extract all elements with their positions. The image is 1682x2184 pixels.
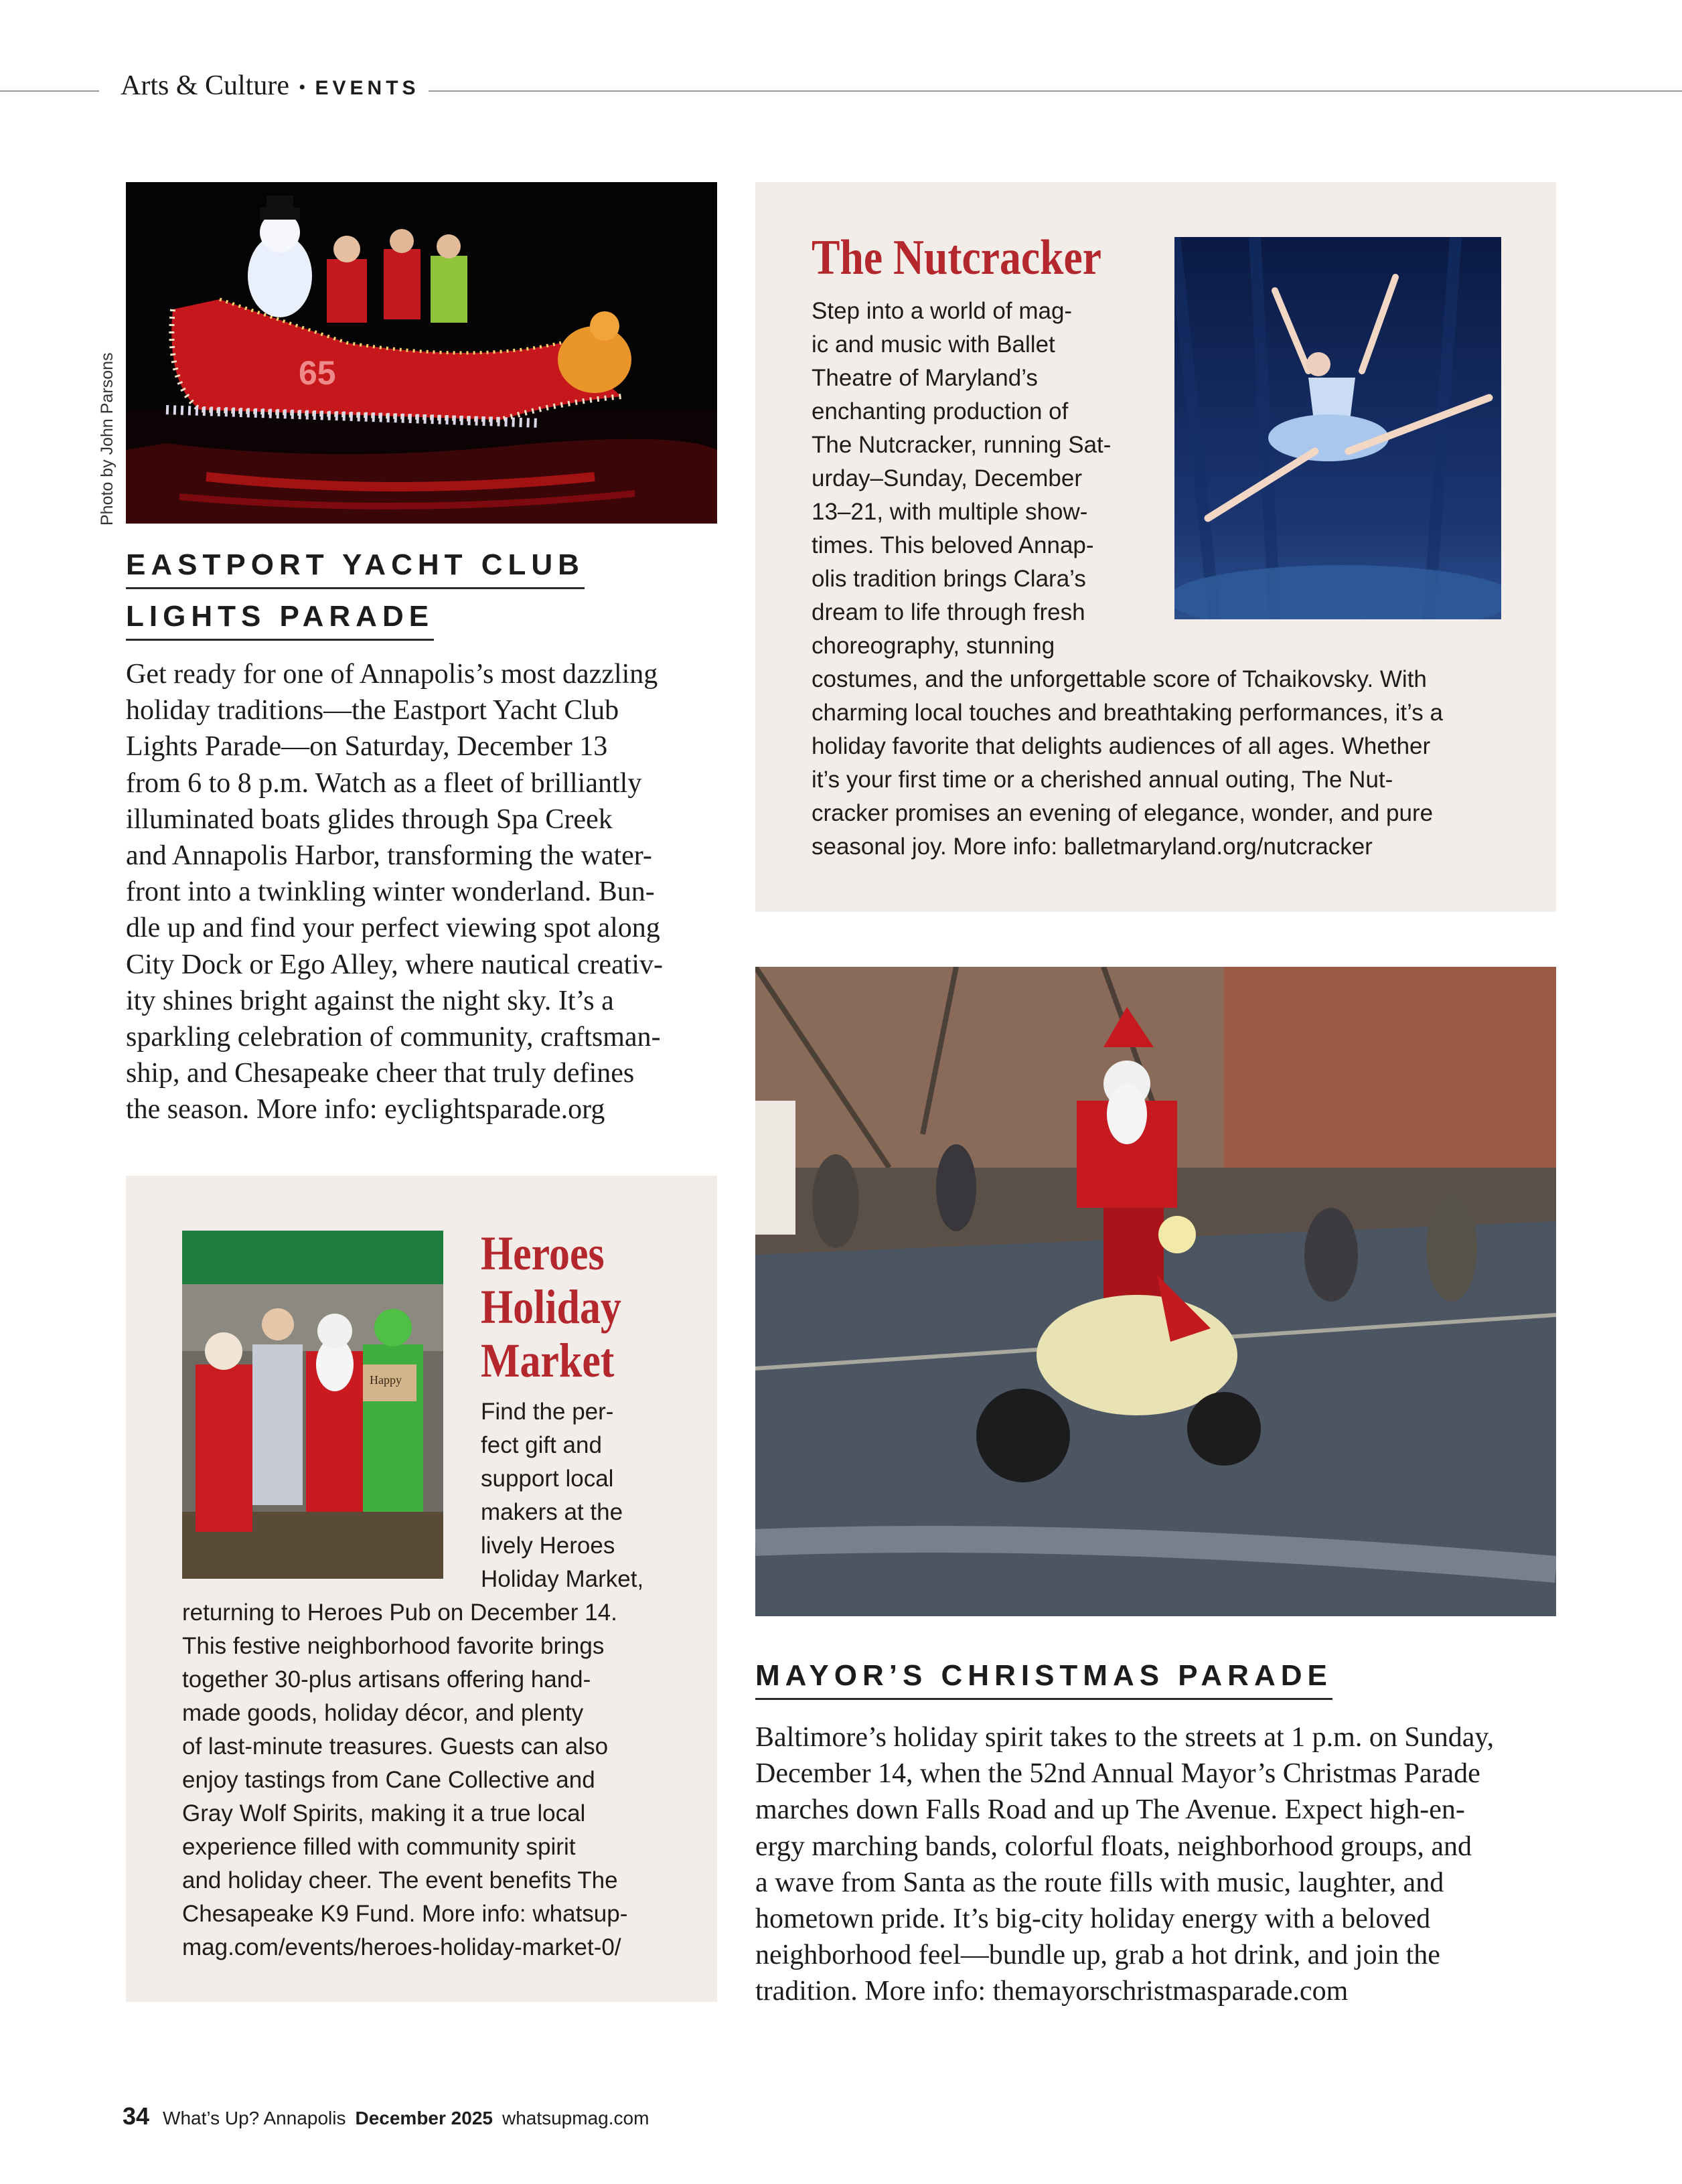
nutcracker-body-line: seasonal joy. More info: balletmaryland.org/nutcracker <box>812 834 1373 860</box>
heroes-market-photo <box>182 1231 443 1579</box>
heroes-body-line: Holiday Market, <box>481 1566 644 1592</box>
eastport-body-line: sparkling celebration of community, craftsman- <box>126 1022 661 1053</box>
eastport-body-line: Get ready for one of Annapolis’s most dazzling <box>126 659 658 690</box>
photo-sign-text: Happy <box>370 1373 402 1387</box>
boat-number: 65 <box>299 354 336 392</box>
heroes-body-line: This festive neighborhood favorite brings <box>182 1633 605 1659</box>
nutcracker-body-line: cracker promises an evening of elegance, wonder, and pure <box>812 800 1434 826</box>
heroes-body-line: made goods, holiday décor, and plenty <box>182 1700 584 1726</box>
heroes-title-line: Heroes <box>481 1227 605 1280</box>
nutcracker-body-line: enchanting production of <box>812 398 1069 424</box>
nutcracker-body-line: it’s your first time or a cherished annual outing, The Nut- <box>812 767 1393 793</box>
nutcracker-title: The Nutcracker <box>812 230 1101 285</box>
eastport-body-line: the season. More info: eyclightsparade.org <box>126 1094 605 1125</box>
eastport-body-line: front into a twinkling winter wonderland. Bun- <box>126 876 655 908</box>
eastport-body-line: holiday traditions—the Eastport Yacht Club <box>126 695 619 726</box>
mayor-body-line: Baltimore’s holiday spirit takes to the streets at 1 p.m. on Sunday, <box>755 1722 1495 1753</box>
heroes-body-line: and holiday cheer. The event benefits The <box>182 1867 618 1893</box>
eastport-body-line: ship, and Chesapeake cheer that truly defines <box>126 1058 635 1089</box>
eastport-body-line: illuminated boats glides through Spa Creek <box>126 803 613 835</box>
santa-scooter-photo <box>755 967 1556 1616</box>
mayor-body-line: tradition. More info: themayorschristmasparade.com <box>755 1976 1349 2007</box>
heroes-body-line: makers at the <box>481 1499 623 1525</box>
heroes-market-body <box>182 1596 691 1964</box>
nutcracker-body-line: urday–Sunday, December <box>812 465 1083 491</box>
eastport-heading-line-1: EASTPORT YACHT CLUB <box>126 546 585 589</box>
heroes-body-line: lively Heroes <box>481 1533 615 1559</box>
page-number: 34 <box>123 2102 150 2130</box>
header-separator: • <box>298 76 306 99</box>
photo-credit: Photo by John Parsons <box>98 352 117 526</box>
heroes-body-line: support local <box>481 1466 614 1492</box>
eastport-body-line: dle up and find your perfect viewing spot along <box>126 913 660 944</box>
heroes-body-line: mag.com/events/heroes-holiday-market-0/ <box>182 1934 621 1960</box>
website-url: whatsupmag.com <box>502 2108 649 2128</box>
nutcracker-body-line: 13–21, with multiple show- <box>812 499 1088 525</box>
nutcracker-body <box>812 295 1521 864</box>
mayor-parade-body <box>755 1719 1559 2010</box>
nutcracker-body-line: charming local touches and breathtaking performances, it’s a <box>812 700 1443 726</box>
eastport-body-line: from 6 to 8 p.m. Watch as a fleet of brilliantly <box>126 767 642 799</box>
section-category: EVENTS <box>315 77 420 99</box>
page-footer <box>123 2102 649 2130</box>
heroes-body-line: enjoy tastings from Cane Collective and <box>182 1767 595 1793</box>
header-rule-right <box>429 90 1682 92</box>
heroes-body-line: Gray Wolf Spirits, making it a true local <box>182 1800 586 1826</box>
nutcracker-body-line: choreography, stunning <box>812 633 1055 659</box>
eastport-heading-line-2: LIGHTS PARADE <box>126 597 434 641</box>
issue-date: December 2025 <box>355 2108 493 2128</box>
mayor-body-line: ergy marching bands, colorful floats, neighborhood groups, and <box>755 1830 1472 1862</box>
mayor-body-line: marches down Falls Road and up The Avenue. Expect high-en- <box>755 1794 1465 1826</box>
nutcracker-body-line: Theatre of Maryland’s <box>812 365 1038 391</box>
nutcracker-body-line: olis tradition brings Clara’s <box>812 566 1086 592</box>
heroes-body-line: fect gift and <box>481 1432 602 1458</box>
mayor-body-line: December 14, when the 52nd Annual Mayor’s Christmas Parade <box>755 1758 1480 1790</box>
heroes-body-line: Find the per- <box>481 1399 614 1425</box>
heroes-title-line: Holiday <box>481 1280 621 1334</box>
heroes-title-line: Market <box>481 1334 615 1387</box>
header-rule-left <box>0 90 99 92</box>
section-name: Arts & Culture <box>121 70 289 101</box>
eastport-body-line: and Annapolis Harbor, transforming the water- <box>126 840 652 872</box>
mayor-parade-heading-text: MAYOR’S CHRISTMAS PARADE <box>755 1656 1332 1700</box>
section-header <box>121 70 420 102</box>
nutcracker-body-line: holiday favorite that delights audiences of all ages. Whether <box>812 733 1431 759</box>
heroes-market-body-top <box>481 1395 695 1596</box>
eastport-body-line: City Dock or Ego Alley, where nautical creativ- <box>126 949 663 980</box>
heroes-body-line: of last-minute treasures. Guests can also <box>182 1733 609 1760</box>
eastport-heading <box>126 546 585 641</box>
heroes-body-line: Chesapeake K9 Fund. More info: whatsup- <box>182 1901 628 1927</box>
mayor-body-line: hometown pride. It’s big-city holiday energy with a beloved <box>755 1903 1431 1935</box>
mayor-body-line: neighborhood feel—bundle up, grab a hot drink, and join the <box>755 1940 1440 1971</box>
mayor-body-line: a wave from Santa as the route fills with music, laughter, and <box>755 1867 1444 1898</box>
eastport-body <box>126 656 722 1128</box>
nutcracker-body-line: times. This beloved Annap- <box>812 532 1094 558</box>
lights-parade-photo <box>126 182 717 524</box>
heroes-market-title <box>481 1227 621 1387</box>
eastport-body-line: ity shines bright against the night sky. It’s a <box>126 985 614 1016</box>
nutcracker-body-line: ic and music with Ballet <box>812 331 1055 358</box>
nutcracker-body-line: dream to life through fresh <box>812 599 1085 625</box>
nutcracker-body-line: costumes, and the unforgettable score of Tchaikovsky. With <box>812 666 1427 692</box>
publication-name: What’s Up? Annapolis <box>163 2108 346 2128</box>
mayor-parade-heading <box>755 1656 1332 1700</box>
eastport-body-line: Lights Parade—on Saturday, December 13 <box>126 731 608 763</box>
nutcracker-body-line: Step into a world of mag- <box>812 298 1073 324</box>
heroes-body-line: together 30-plus artisans offering hand- <box>182 1666 591 1693</box>
heroes-body-line: experience filled with community spirit <box>182 1834 576 1860</box>
heroes-body-line: returning to Heroes Pub on December 14. <box>182 1600 617 1626</box>
nutcracker-body-line: The Nutcracker, running Sat- <box>812 432 1112 458</box>
